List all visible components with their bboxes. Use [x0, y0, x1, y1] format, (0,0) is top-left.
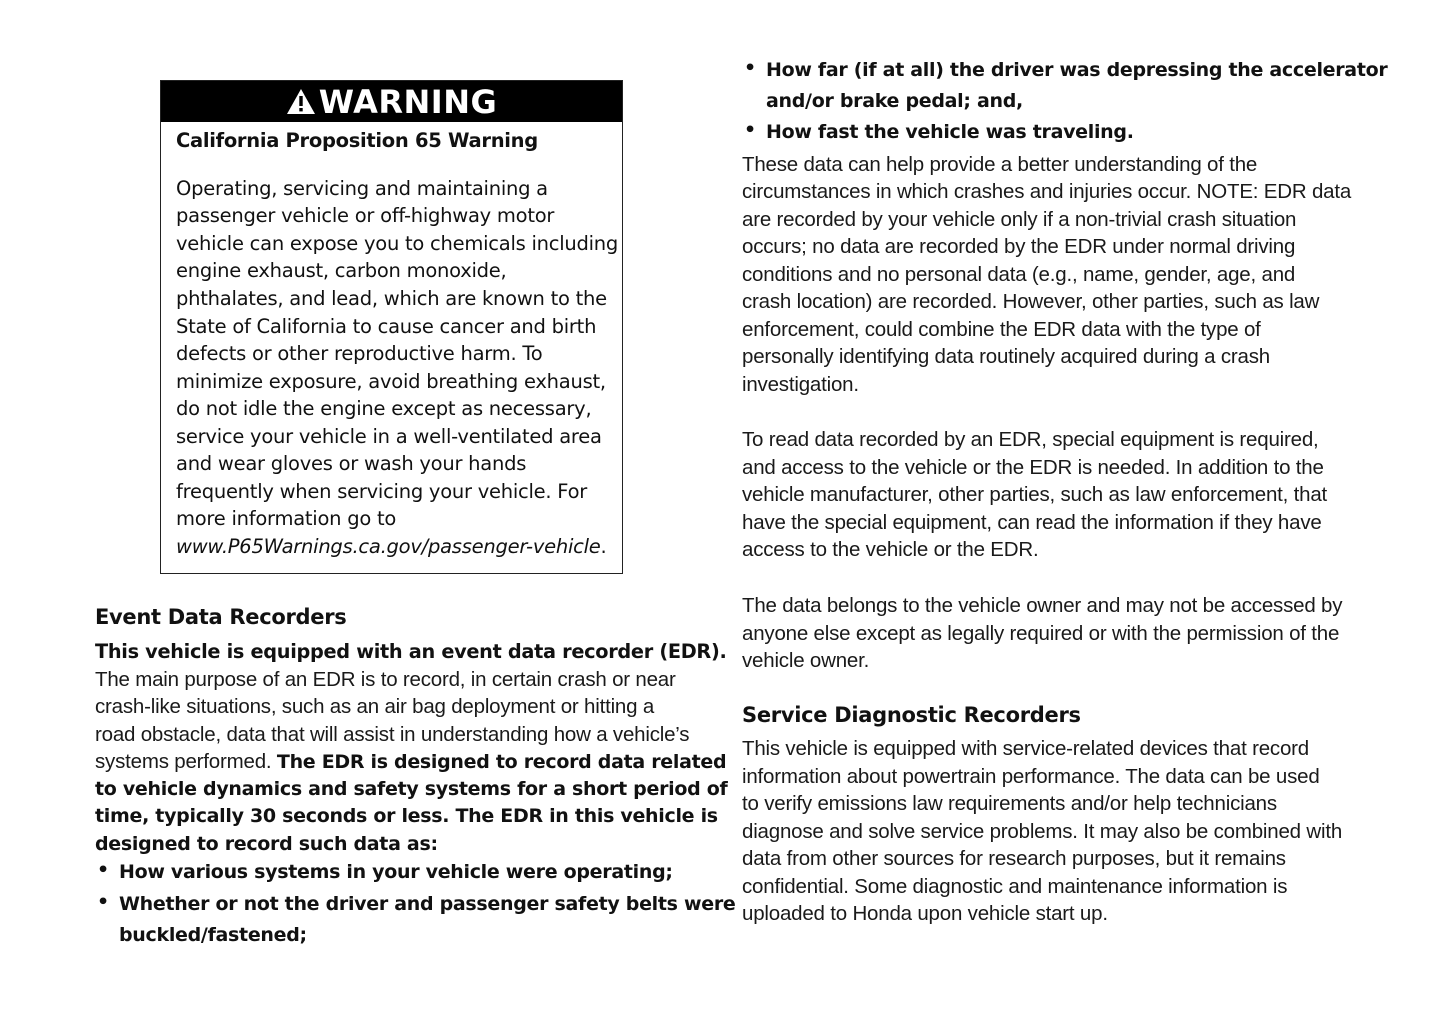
warning-body-line: defects or other reproductive harm. To — [176, 342, 543, 365]
edr-para2-line: personally identifying data routinely acquired during a crash — [742, 345, 1270, 368]
sdr-para-line: information about powertrain performance. The data can be used — [742, 765, 1320, 788]
edr-intro-bold: This vehicle is equipped with an event data recorder (EDR). — [95, 640, 727, 663]
edr-para4-line: vehicle owner. — [742, 649, 870, 672]
warning-body-line: minimize exposure, avoid breathing exhaust, — [176, 370, 606, 393]
edr-para-line: road obstacle, data that will assist in understanding how a vehicle’s — [95, 723, 690, 746]
edr-para4-line: anyone else except as legally required or with the permission of the — [742, 622, 1340, 645]
sdr-para-line: to verify emissions law requirements and/or help technicians — [742, 792, 1277, 815]
edr-bullet-item-cont: buckled/fastened; — [119, 924, 307, 946]
sdr-para-line: confidential. Some diagnostic and maintenance information is — [742, 875, 1288, 898]
sdr-para-line: data from other sources for research purposes, but it remains — [742, 847, 1286, 870]
sdr-para-line: This vehicle is equipped with service-related devices that record — [742, 737, 1309, 760]
bullet-icon: • — [97, 891, 110, 913]
edr-bullet-item: Whether or not the driver and passenger safety belts were — [119, 893, 736, 915]
warning-body-line: engine exhaust, carbon monoxide, — [176, 259, 507, 282]
bullet-icon: • — [744, 57, 757, 79]
edr-para-line: crash-like situations, such as an air bag deployment or hitting a — [95, 695, 655, 718]
edr-bullet-item: How various systems in your vehicle were operating; — [119, 861, 673, 883]
warning-triangle-icon — [286, 88, 316, 115]
warning-body-line: State of California to cause cancer and birth — [176, 315, 597, 338]
p65-warnings-link[interactable]: www.P65Warnings.ca.gov/passenger-vehicle — [176, 535, 601, 558]
edr-para2-line: These data can help provide a better understanding of the — [742, 153, 1258, 176]
edr-mixed-line — [95, 748, 726, 776]
edr-para3-line: access to the vehicle or the EDR. — [742, 538, 1039, 561]
edr-bullet-item: How far (if at all) the driver was depressing the accelerator — [766, 59, 1388, 81]
prop65-warning-box — [160, 80, 623, 574]
edr-para3-line: To read data recorded by an EDR, special equipment is required, — [742, 428, 1319, 451]
warning-body-line: and wear gloves or wash your hands — [176, 452, 527, 475]
warning-body-line: Operating, servicing and maintaining a — [176, 177, 548, 200]
edr-para3-line: and access to the vehicle or the EDR is needed. In addition to the — [742, 456, 1324, 479]
edr-para2-line: enforcement, could combine the EDR data with the type of — [742, 318, 1261, 341]
edr-para3-line: vehicle manufacturer, other parties, such as law enforcement, that — [742, 483, 1328, 506]
edr-para2-line: investigation. — [742, 373, 859, 396]
warning-body-line: more information go to — [176, 507, 397, 530]
link-suffix: . — [600, 535, 607, 558]
warning-subtitle: California Proposition 65 Warning — [176, 129, 538, 152]
edr-bold-line: time, typically 30 seconds or less. The EDR in this vehicle is — [95, 805, 718, 827]
edr-para2-line: circumstances in which crashes and injuries occur. NOTE: EDR data — [742, 180, 1352, 203]
warning-body-line: phthalates, and lead, which are known to the — [176, 287, 607, 310]
edr-bullet-item-cont: and/or brake pedal; and, — [766, 90, 1023, 112]
edr-para2-line: conditions and no personal data (e.g., name, gender, age, and — [742, 263, 1296, 286]
edr-para3-line: have the special equipment, can read the information if they have — [742, 511, 1322, 534]
sdr-para-line: diagnose and solve service problems. It may also be combined with — [742, 820, 1343, 843]
edr-mixed-bold: The EDR is designed to record data related — [276, 751, 727, 773]
warning-body-line: vehicle can expose you to chemicals including — [176, 232, 619, 255]
edr-para2-line: crash location) are recorded. However, other parties, such as law — [742, 290, 1320, 313]
edr-mixed-regular: systems performed. — [95, 750, 277, 773]
bullet-icon: • — [744, 119, 757, 141]
edr-bold-line: to vehicle dynamics and safety systems for a short period of — [95, 778, 728, 800]
warning-title: WARNING — [318, 82, 498, 121]
p65-link-line — [176, 533, 606, 560]
edr-para-line: The main purpose of an EDR is to record, in certain crash or near — [95, 668, 676, 691]
edr-para4-line: The data belongs to the vehicle owner and may not be accessed by — [742, 594, 1343, 617]
edr-bold-line: designed to record such data as: — [95, 833, 438, 855]
warning-body-line: do not idle the engine except as necessary, — [176, 397, 592, 420]
warning-body-line: service your vehicle in a well-ventilated area — [176, 425, 602, 448]
sdr-para-line: uploaded to Honda upon vehicle start up. — [742, 902, 1108, 925]
edr-bullet-item: How fast the vehicle was traveling. — [766, 121, 1134, 143]
warning-header — [161, 81, 622, 122]
edr-para2-line: are recorded by your vehicle only if a non-trivial crash situation — [742, 208, 1297, 231]
section-heading-service-diagnostic-recorders: Service Diagnostic Recorders — [742, 703, 1081, 727]
edr-para2-line: occurs; no data are recorded by the EDR under normal driving — [742, 235, 1296, 258]
section-heading-event-data-recorders: Event Data Recorders — [95, 605, 347, 629]
warning-body-line: frequently when servicing your vehicle. For — [176, 480, 588, 503]
bullet-icon: • — [97, 859, 110, 881]
warning-body-line: passenger vehicle or off-highway motor — [176, 204, 555, 227]
